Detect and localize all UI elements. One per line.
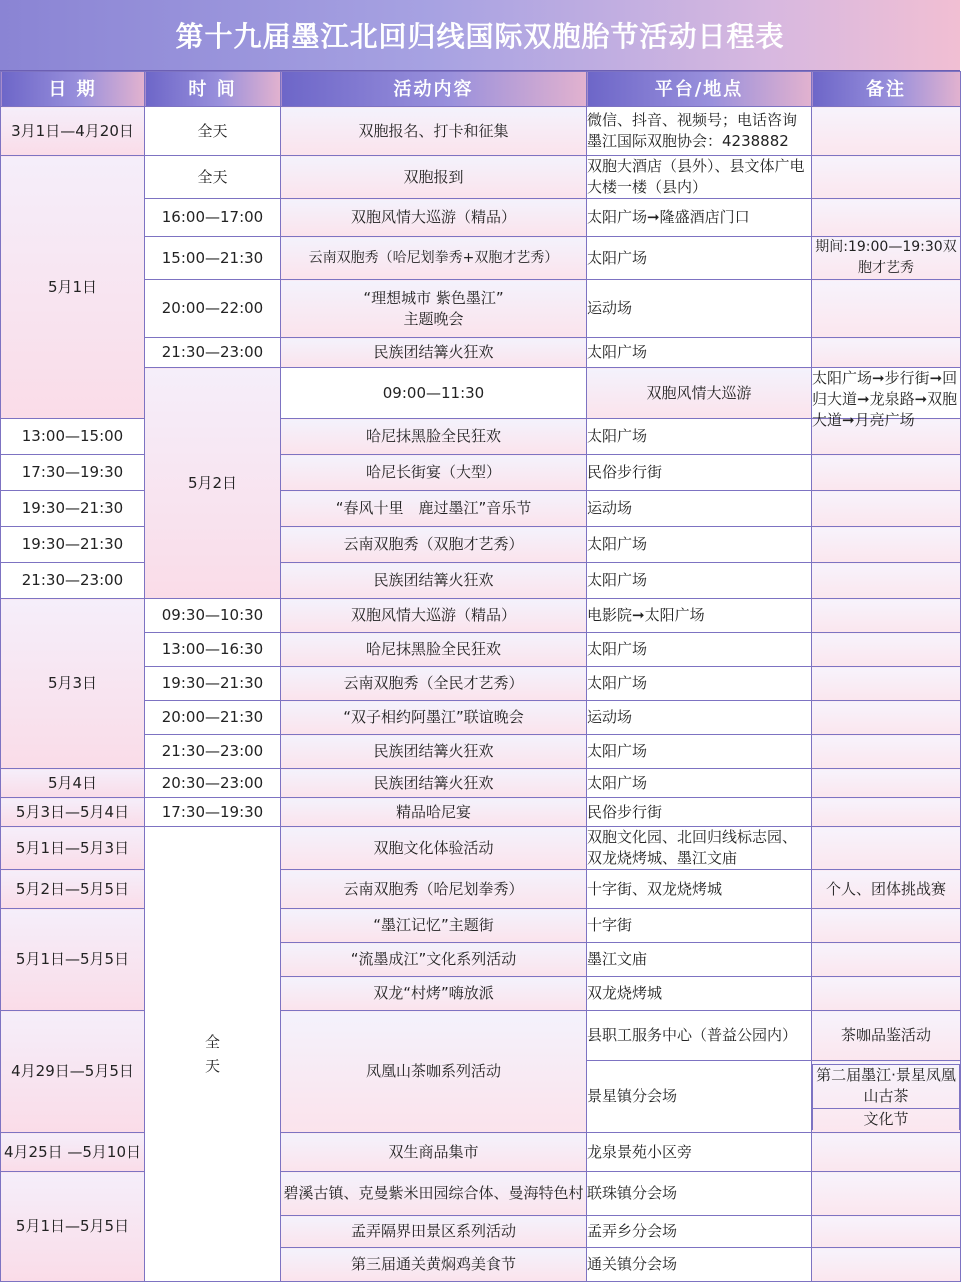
activity-cell: 民族团结篝火狂欢 bbox=[281, 338, 587, 368]
note-cell bbox=[812, 735, 961, 769]
place-cell: 太阳广场 bbox=[587, 563, 812, 599]
date-cell: 5月1日 bbox=[1, 156, 145, 419]
activity-cell: 民族团结篝火狂欢 bbox=[281, 563, 587, 599]
time-cell: 20:00—21:30 bbox=[145, 701, 281, 735]
activity-cell: 双胞风情大巡游 bbox=[587, 368, 812, 419]
time-cell-all-day bbox=[145, 827, 281, 1282]
note-line: 第二届墨江·景星凤凰山古茶 bbox=[813, 1064, 960, 1108]
activity-cell: 云南双胞秀（双胞才艺秀） bbox=[281, 527, 587, 563]
time-char: 全 bbox=[205, 1033, 221, 1051]
note-cell bbox=[812, 827, 961, 870]
activity-line: 主题晚会 bbox=[403, 309, 464, 328]
note-cell bbox=[812, 633, 961, 667]
note-cell bbox=[812, 667, 961, 701]
table-row bbox=[1, 237, 961, 280]
note-cell bbox=[812, 491, 961, 527]
place-cell: 孟弄乡分会场 bbox=[587, 1216, 812, 1248]
activity-cell: “春风十里 鹿过墨江”音乐节 bbox=[281, 491, 587, 527]
note-cell bbox=[812, 599, 961, 633]
time-cell: 09:00—11:30 bbox=[281, 368, 587, 419]
activity-cell: 双胞报名、打卡和征集 bbox=[281, 107, 587, 156]
note-cell bbox=[812, 769, 961, 798]
activity-cell: 云南双胞秀（全民才艺秀） bbox=[281, 667, 587, 701]
table-row bbox=[1, 280, 961, 338]
time-cell: 全天 bbox=[145, 107, 281, 156]
note-cell bbox=[812, 909, 961, 943]
header-time: 时 间 bbox=[145, 72, 281, 107]
place-cell: 运动场 bbox=[587, 491, 812, 527]
note-line: 文化节 bbox=[813, 1108, 960, 1130]
activity-cell: 双生商品集市 bbox=[281, 1133, 587, 1172]
activity-cell: 精品哈尼宴 bbox=[281, 798, 587, 827]
table-row bbox=[1, 368, 961, 419]
note-cell bbox=[812, 455, 961, 491]
time-char: 天 bbox=[205, 1057, 221, 1075]
date-cell: 5月4日 bbox=[1, 769, 145, 798]
activity-cell: 凤凰山茶咖系列活动 bbox=[281, 1011, 587, 1133]
date-cell: 5月3日—5月4日 bbox=[1, 798, 145, 827]
activity-cell: 碧溪古镇、克曼紫米田园综合体、曼海特色村 bbox=[281, 1172, 587, 1216]
time-cell: 19:30—21:30 bbox=[145, 667, 281, 701]
time-cell: 全天 bbox=[145, 156, 281, 199]
time-cell: 19:30—21:30 bbox=[1, 527, 145, 563]
activity-cell: “流墨成江”文化系列活动 bbox=[281, 943, 587, 977]
note-cell bbox=[812, 1216, 961, 1248]
note-cell bbox=[812, 156, 961, 199]
note-cell: 茶咖品鉴活动 bbox=[812, 1011, 961, 1061]
table-row bbox=[1, 827, 961, 870]
place-cell: 墨江文庙 bbox=[587, 943, 812, 977]
date-cell: 4月25日 —5月10日 bbox=[1, 1133, 145, 1172]
date-cell: 5月1日—5月5日 bbox=[1, 1172, 145, 1282]
time-cell: 09:30—10:30 bbox=[145, 599, 281, 633]
activity-cell: 哈尼抹黑脸全民狂欢 bbox=[281, 633, 587, 667]
time-cell: 17:30—19:30 bbox=[145, 798, 281, 827]
place-cell: 太阳广场 bbox=[587, 237, 812, 280]
date-cell: 5月1日—5月5日 bbox=[1, 909, 145, 1011]
activity-cell: 民族团结篝火狂欢 bbox=[281, 735, 587, 769]
place-cell: 民俗步行街 bbox=[587, 798, 812, 827]
page-title: 第十九届墨江北回归线国际双胞胎节活动日程表 bbox=[0, 0, 960, 71]
header-row bbox=[1, 72, 961, 107]
note-cell bbox=[812, 943, 961, 977]
place-cell: 太阳广场 bbox=[587, 735, 812, 769]
table-row bbox=[1, 338, 961, 368]
activity-cell: 双胞风情大巡游（精品） bbox=[281, 199, 587, 237]
time-cell: 21:30—23:00 bbox=[1, 563, 145, 599]
activity-cell: 云南双胞秀（哈尼划拳秀） bbox=[281, 870, 587, 909]
note-cell bbox=[812, 527, 961, 563]
header-date: 日 期 bbox=[1, 72, 145, 107]
header-activity: 活动内容 bbox=[281, 72, 587, 107]
activity-cell: 哈尼抹黑脸全民狂欢 bbox=[281, 419, 587, 455]
date-cell: 5月2日 bbox=[145, 368, 281, 599]
place-text: 太阳广场➞步行街➞回归大道➞龙泉路➞双胞大道➞月亮广场 bbox=[812, 369, 958, 429]
activity-cell: “墨江记忆”主题街 bbox=[281, 909, 587, 943]
note-cell bbox=[812, 977, 961, 1011]
activity-cell: 双胞文化体验活动 bbox=[281, 827, 587, 870]
place-cell: 景星镇分会场 bbox=[587, 1061, 812, 1133]
place-cell: 运动场 bbox=[587, 280, 812, 338]
header-note: 备注 bbox=[812, 72, 961, 107]
place-cell: 民俗步行街 bbox=[587, 455, 812, 491]
date-cell: 3月1日—4月20日 bbox=[1, 107, 145, 156]
activity-line: “理想城市 紫色墨江” bbox=[363, 288, 504, 307]
table-row bbox=[1, 701, 961, 735]
table-row bbox=[1, 769, 961, 798]
table-row bbox=[1, 156, 961, 199]
activity-cell: 哈尼长街宴（大型） bbox=[281, 455, 587, 491]
time-cell: 13:00—16:30 bbox=[145, 633, 281, 667]
note-cell bbox=[812, 1061, 961, 1133]
activity-cell: “双子相约阿墨江”联谊晚会 bbox=[281, 701, 587, 735]
note-cell bbox=[812, 199, 961, 237]
note-cell bbox=[812, 107, 961, 156]
note-subtable bbox=[812, 1064, 960, 1130]
table-row bbox=[1, 798, 961, 827]
time-cell: 21:30—23:00 bbox=[145, 735, 281, 769]
time-cell: 15:00—21:30 bbox=[145, 237, 281, 280]
note-cell bbox=[812, 798, 961, 827]
date-cell: 4月29日—5月5日 bbox=[1, 1011, 145, 1133]
place-cell: 微信、抖音、视频号；电话咨询墨江国际双胞协会：4238882 bbox=[587, 107, 812, 156]
note-cell bbox=[812, 280, 961, 338]
schedule-table bbox=[0, 71, 961, 1282]
place-cell: 太阳广场 bbox=[587, 338, 812, 368]
activity-cell: 双胞报到 bbox=[281, 156, 587, 199]
note-cell bbox=[812, 563, 961, 599]
place-cell: 龙泉景苑小区旁 bbox=[587, 1133, 812, 1172]
table-row bbox=[1, 633, 961, 667]
activity-cell: 第三届通关黄焖鸡美食节 bbox=[281, 1248, 587, 1282]
note-cell bbox=[812, 338, 961, 368]
place-cell: 太阳广场➞隆盛酒店门口 bbox=[587, 199, 812, 237]
place-cell: 双胞大酒店（县外）、县文体广电大楼一楼（县内） bbox=[587, 156, 812, 199]
place-cell: 电影院➞太阳广场 bbox=[587, 599, 812, 633]
place-cell: 太阳广场 bbox=[587, 419, 812, 455]
activity-cell: 云南双胞秀（哈尼划拳秀+双胞才艺秀） bbox=[281, 237, 587, 280]
place-cell: 县职工服务中心（普益公园内） bbox=[587, 1011, 812, 1061]
table-row bbox=[1, 667, 961, 701]
time-cell: 13:00—15:00 bbox=[1, 419, 145, 455]
note-cell bbox=[812, 1172, 961, 1216]
place-cell: 通关镇分会场 bbox=[587, 1248, 812, 1282]
table-row bbox=[1, 599, 961, 633]
place-cell: 联珠镇分会场 bbox=[587, 1172, 812, 1216]
header-place: 平台/地点 bbox=[587, 72, 812, 107]
activity-cell: 孟弄隔界田景区系列活动 bbox=[281, 1216, 587, 1248]
date-cell: 5月3日 bbox=[1, 599, 145, 769]
place-cell: 运动场 bbox=[587, 701, 812, 735]
date-cell: 5月2日—5月5日 bbox=[1, 870, 145, 909]
place-cell: 太阳广场 bbox=[587, 633, 812, 667]
note-cell bbox=[812, 1133, 961, 1172]
time-cell: 21:30—23:00 bbox=[145, 338, 281, 368]
time-cell: 16:00—17:00 bbox=[145, 199, 281, 237]
place-cell: 太阳广场 bbox=[587, 667, 812, 701]
date-cell: 5月1日—5月3日 bbox=[1, 827, 145, 870]
place-cell: 十字街、双龙烧烤城 bbox=[587, 870, 812, 909]
table-row bbox=[1, 199, 961, 237]
activity-cell: 双胞风情大巡游（精品） bbox=[281, 599, 587, 633]
note-cell: 个人、团体挑战赛 bbox=[812, 870, 961, 909]
place-cell bbox=[812, 368, 961, 429]
place-cell: 双胞文化园、北回归线标志园、双龙烧烤城、墨江文庙 bbox=[587, 827, 812, 870]
table-row bbox=[1, 735, 961, 769]
place-cell: 十字街 bbox=[587, 909, 812, 943]
activity-cell: 双龙“村烤”嗨放派 bbox=[281, 977, 587, 1011]
time-cell: 17:30—19:30 bbox=[1, 455, 145, 491]
place-cell: 太阳广场 bbox=[587, 769, 812, 798]
activity-cell bbox=[281, 280, 587, 338]
place-cell: 太阳广场 bbox=[587, 527, 812, 563]
note-cell bbox=[812, 701, 961, 735]
activity-cell: 民族团结篝火狂欢 bbox=[281, 769, 587, 798]
place-cell: 双龙烧烤城 bbox=[587, 977, 812, 1011]
time-cell: 20:00—22:00 bbox=[145, 280, 281, 338]
time-cell: 20:30—23:00 bbox=[145, 769, 281, 798]
note-cell bbox=[812, 1248, 961, 1282]
note-cell: 期间:19:00—19:30双胞才艺秀 bbox=[812, 237, 961, 280]
time-cell: 19:30—21:30 bbox=[1, 491, 145, 527]
table-row bbox=[1, 107, 961, 156]
